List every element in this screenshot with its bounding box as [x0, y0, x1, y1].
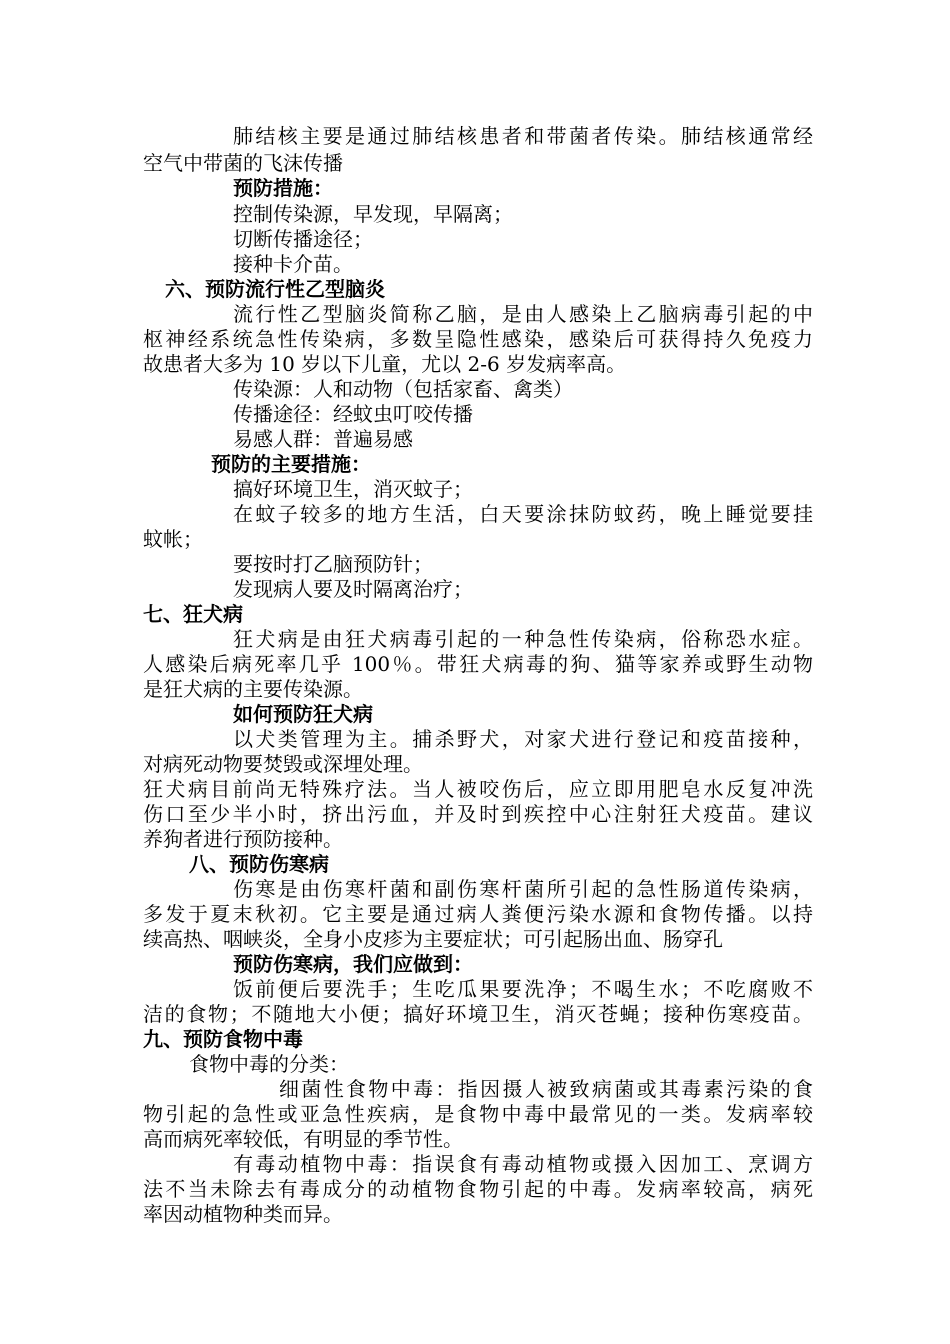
paragraph-line: 控制传染源，早发现，早隔离；	[233, 202, 513, 226]
section-heading: 六、预防流行性乙型脑炎	[165, 277, 385, 301]
paragraph-line: 要按时打乙脑预防针；	[233, 552, 433, 576]
paragraph-line: 传播途径：经蚊虫叮咬传播	[233, 402, 473, 426]
paragraph-line: 搞好环境卫生，消灭蚊子；	[233, 477, 473, 501]
paragraph-line: 是狂犬病的主要传染源。	[143, 677, 363, 701]
paragraph-line: 法不当未除去有毒成分的动植物食物引起的中毒。发病率较高，病死	[143, 1177, 813, 1201]
section-heading: 九、预防食物中毒	[143, 1027, 303, 1051]
paragraph-line: 高而病死率较低，有明显的季节性。	[143, 1127, 463, 1151]
paragraph-line: 续高热、咽峡炎，全身小皮疹为主要症状；可引起肠出血、肠穿孔	[143, 927, 723, 951]
paragraph-line: 伤寒是由伤寒杆菌和副伤寒杆菌所引起的急性肠道传染病，	[233, 877, 813, 901]
paragraph-line: 以犬类管理为主。捕杀野犬，对家犬进行登记和疫苗接种，	[233, 727, 813, 751]
section-heading: 八、预防伤寒病	[189, 852, 329, 876]
paragraph-line: 多发于夏末秋初。它主要是通过病人粪便污染水源和食物传播。以持	[143, 902, 813, 926]
paragraph-line: 传染源：人和动物（包括家畜、禽类）	[233, 377, 573, 401]
paragraph-line: 空气中带菌的飞沫传播	[143, 151, 343, 175]
paragraph-line: 狂犬病目前尚无特殊疗法。当人被咬伤后，应立即用肥皂水反复冲洗	[143, 777, 813, 801]
paragraph-line: 洁的食物；不随地大小便；搞好环境卫生，消灭苍蝇；接种伤寒疫苗。	[143, 1002, 813, 1026]
paragraph-line: 食物中毒的分类：	[189, 1052, 349, 1076]
paragraph-line: 切断传播途径；	[233, 227, 373, 251]
paragraph-line: 流行性乙型脑炎简称乙脑，是由人感染上乙脑病毒引起的中	[233, 302, 813, 326]
paragraph-line: 枢神经系统急性传染病，多数呈隐性感染，感染后可获得持久免疫力	[143, 327, 813, 351]
paragraph-line: 在蚊子较多的地方生活，白天要涂抹防蚊药，晚上睡觉要挂	[233, 502, 813, 526]
paragraph-line: 细菌性食物中毒：指因摄人被致病菌或其毒素污染的食	[279, 1077, 813, 1101]
subheading: 预防措施：	[233, 176, 333, 200]
paragraph-line: 狂犬病是由狂犬病毒引起的一种急性传染病，俗称恐水症。	[233, 627, 813, 651]
paragraph-line: 蚊帐；	[143, 527, 203, 551]
section-heading: 七、狂犬病	[143, 602, 243, 626]
paragraph-line: 对病死动物要焚毁或深埋处理。	[143, 752, 423, 776]
paragraph-line: 饭前便后要洗手；生吃瓜果要洗净；不喝生水；不吃腐败不	[233, 977, 813, 1001]
subheading: 预防的主要措施：	[211, 452, 371, 476]
paragraph-line: 故患者大多为 10 岁以下儿童，尤以 2-6 岁发病率高。	[143, 352, 627, 376]
paragraph-line: 接种卡介苗。	[233, 252, 353, 276]
paragraph-line: 易感人群：普遍易感	[233, 427, 413, 451]
paragraph-line: 发现病人要及时隔离治疗；	[233, 577, 473, 601]
paragraph-line: 有毒动植物中毒：指误食有毒动植物或摄入因加工、烹调方	[233, 1152, 813, 1176]
paragraph-line: 肺结核主要是通过肺结核患者和带菌者传染。肺结核通常经	[233, 124, 813, 148]
paragraph-line: 养狗者进行预防接种。	[143, 827, 343, 851]
paragraph-line: 伤口至少半小时，挤出污血，并及时到疾控中心注射狂犬疫苗。建议	[143, 802, 813, 826]
paragraph-line: 物引起的急性或亚急性疾病，是食物中毒中最常见的一类。发病率较	[143, 1102, 813, 1126]
subheading: 预防伤寒病，我们应做到：	[233, 952, 473, 976]
subheading: 如何预防狂犬病	[233, 702, 373, 726]
paragraph-line: 人感染后病死率几乎 100％。带狂犬病毒的狗、猫等家养或野生动物	[143, 652, 813, 676]
paragraph-line: 率因动植物种类而异。	[143, 1202, 343, 1226]
